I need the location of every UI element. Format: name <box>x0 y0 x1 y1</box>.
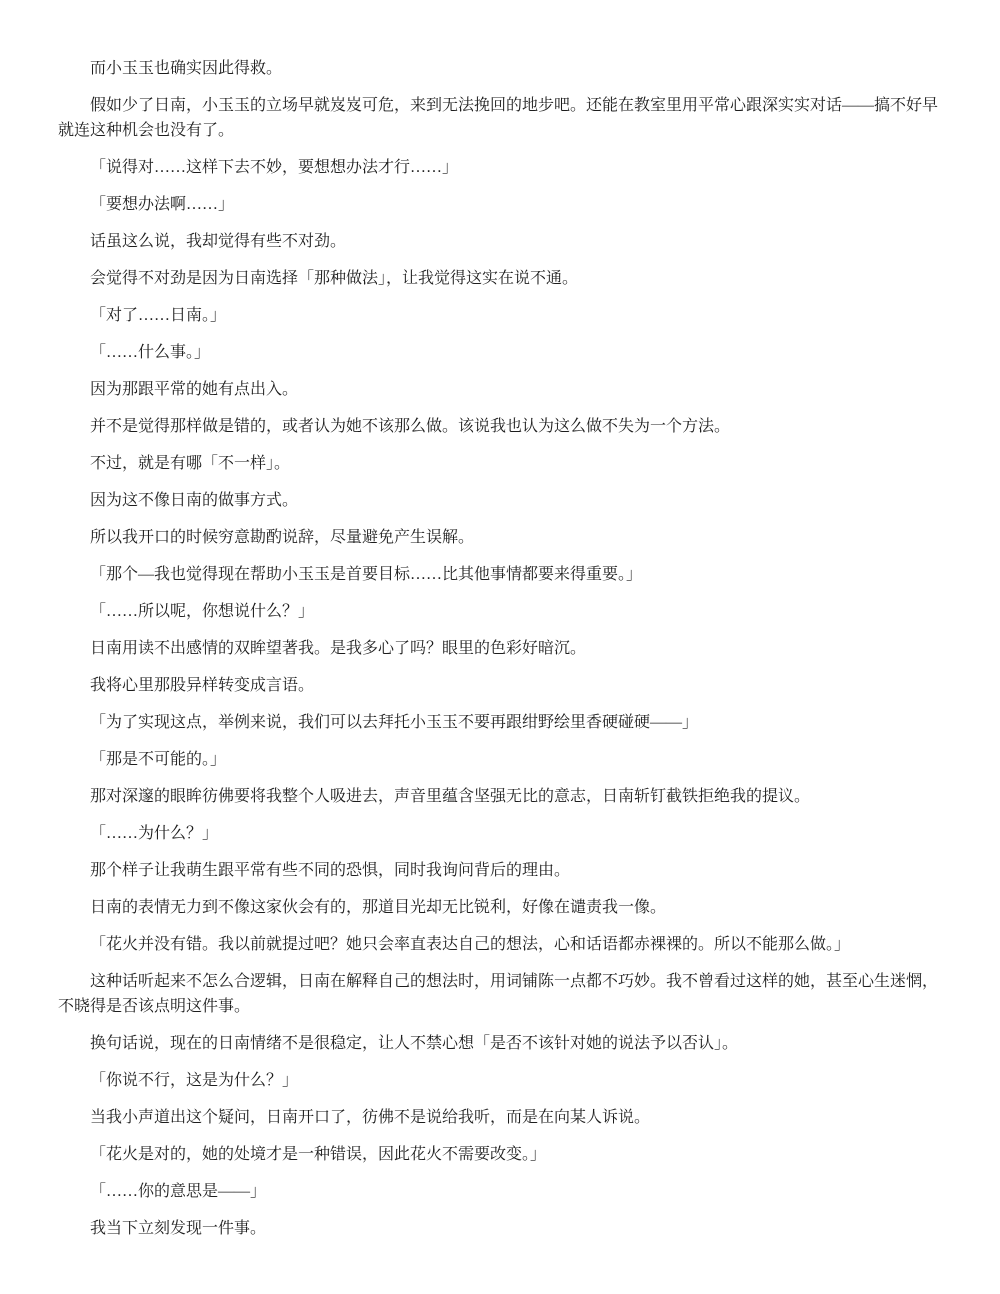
paragraph: 「那是不可能的。」 <box>90 751 227 768</box>
paragraph: 而小玉玉也确实因此得救。 <box>90 60 283 77</box>
paragraph: 日南用读不出感情的双眸望著我。是我多心了吗？眼里的色彩好暗沉。 <box>90 640 587 657</box>
paragraph: 我当下立刻发现一件事。 <box>90 1220 267 1237</box>
paragraph: 话虽这么说，我却觉得有些不对劲。 <box>90 233 347 250</box>
paragraph: 「……所以呢，你想说什么？」 <box>90 603 315 620</box>
paragraph: 所以我开口的时候穷意勘酌说辞，尽量避免产生误解。 <box>90 529 475 546</box>
paragraph: 日南的表情无力到不像这家伙会有的，那道目光却无比锐利，好像在谴责我一像。 <box>90 899 667 916</box>
paragraph: 不过，就是有哪「不一样」。 <box>90 455 291 472</box>
paragraph: 假如少了日南，小玉玉的立场早就岌岌可危，来到无法挽回的地步吧。还能在教室里用平常心跟深实实对话——搞不好早就连这种机会也没有了。 <box>58 97 939 139</box>
paragraph: 「为了实现这点，举例来说，我们可以去拜托小玉玉不要再跟绀野绘里香硬碰硬——」 <box>90 714 699 731</box>
paragraph: 那个样子让我萌生跟平常有些不同的恐惧，同时我询问背后的理由。 <box>90 862 571 879</box>
paragraph: 会觉得不对劲是因为日南选择「那种做法」，让我觉得这实在说不通。 <box>90 270 579 287</box>
paragraph: 「……什么事。」 <box>90 344 211 361</box>
paragraph: 那对深邃的眼眸彷佛要将我整个人吸进去，声音里蕴含坚强无比的意志，日南斩钉截铁拒绝我的提议。 <box>90 788 811 805</box>
paragraph: 「对了……日南。」 <box>90 307 227 324</box>
paragraph: 「……为什么？」 <box>90 825 219 842</box>
paragraph: 「你说不行，这是为什么？」 <box>90 1072 299 1089</box>
paragraph: 我将心里那股异样转变成言语。 <box>90 677 315 694</box>
paragraph: 「……你的意思是——」 <box>90 1183 267 1200</box>
paragraph: 「花火是对的，她的处境才是一种错误，因此花火不需要改变。」 <box>90 1146 547 1163</box>
paragraph: 这种话听起来不怎么合逻辑，日南在解释自己的想法时，用词铺陈一点都不巧妙。我不曾看过这样的她，甚至心生迷惘，不晓得是否该点明这件事。 <box>58 973 939 1015</box>
paragraph: 「那个—我也觉得现在帮助小玉玉是首要目标……比其他事情都要来得重要。」 <box>90 566 643 583</box>
paragraph: 因为那跟平常的她有点出入。 <box>90 381 299 398</box>
paragraph: 换句话说，现在的日南情绪不是很稳定，让人不禁心想「是否不该针对她的说法予以否认」。 <box>90 1035 739 1052</box>
paragraph: 并不是觉得那样做是错的，或者认为她不该那么做。该说我也认为这么做不失为一个方法。 <box>90 418 731 435</box>
paragraph: 因为这不像日南的做事方式。 <box>90 492 299 509</box>
text-content <box>58 56 942 1241</box>
paragraph: 「花火并没有错。我以前就提过吧？她只会率直表达自己的想法，心和话语都赤裸裸的。所以不能那么做。」 <box>90 936 851 953</box>
paragraph: 当我小声道出这个疑问，日南开口了，彷佛不是说给我听，而是在向某人诉说。 <box>90 1109 651 1126</box>
paragraph: 「说得对……这样下去不妙，要想想办法才行……」 <box>90 159 459 176</box>
paragraph: 「要想办法啊……」 <box>90 196 235 213</box>
